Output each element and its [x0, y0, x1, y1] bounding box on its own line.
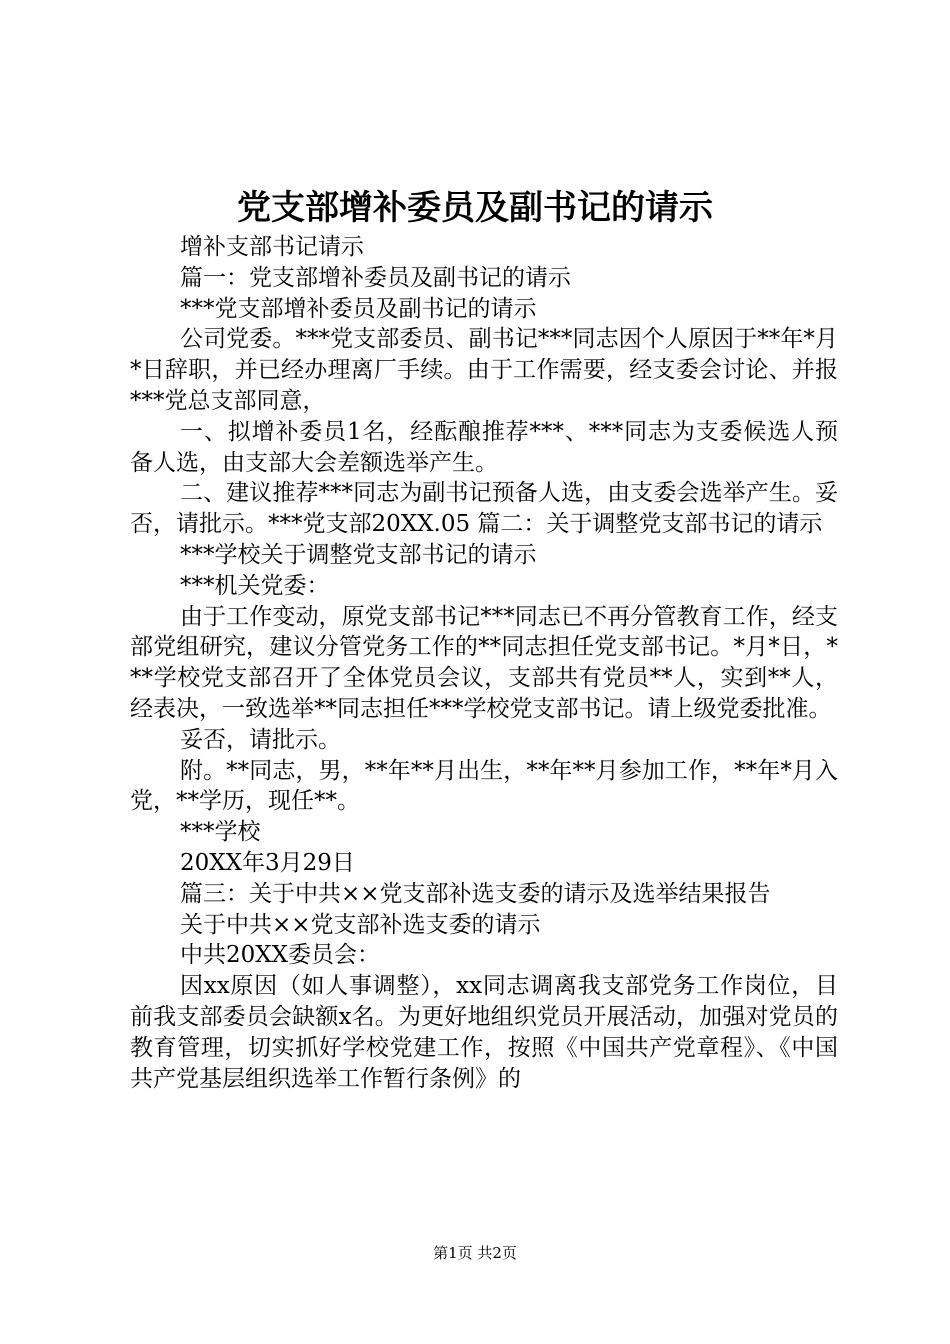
paragraph: ***党支部增补委员及副书记的请示: [180, 295, 537, 322]
paragraph: 篇三：关于中共××党支部补选支委的请示及选举结果报告: [180, 880, 771, 907]
paragraph: 关于中共××党支部补选支委的请示: [180, 911, 541, 938]
paragraph: 公司党委。***党支部委员、副书记***同志因个人原因于**年*月*日辞职，并已经办理离厂手续。由于工作需要，经支委会讨论、并报***党总支部同意，: [130, 326, 838, 414]
paragraph: 篇一：党支部增补委员及副书记的请示: [180, 264, 571, 291]
paragraph: 因xx原因（如人事调整），xx同志调离我支部党务工作岗位，目前我支部委员会缺额x名。为更好地组织党员开展活动，加强对党员的教育管理，切实抓好学校党建工作，按照《中国共产党章程》、《中国共产党基层组织选举工作暂行条例》的: [130, 973, 838, 1092]
paragraph: ***机关党委：: [180, 572, 330, 599]
document-body: [130, 232, 838, 1094]
paragraph: 二、建议推荐***同志为副书记预备人选，由支委会选举产生。妥否，请批示。***党支部20XX.05 篇二：关于调整党支部书记的请示: [130, 480, 838, 538]
document-title: 党支部增补委员及副书记的请示: [237, 188, 713, 228]
paragraph: ***学校关于调整党支部书记的请示: [180, 541, 537, 568]
paragraph: 妥否，请批示。: [180, 726, 341, 753]
page-number-footer: 第1页 共2页: [433, 1244, 517, 1262]
paragraph: 增补支部书记请示: [180, 234, 364, 260]
paragraph: 20XX年3月29日: [180, 849, 355, 876]
paragraph: ***学校: [180, 819, 261, 846]
paragraph: 中共20XX委员会：: [180, 942, 381, 969]
paragraph: 附。**同志，男，**年**月出生，**年**月参加工作，**年*月入党，**学历，现任**。: [130, 757, 838, 815]
paragraph: 一、拟增补委员1名，经酝酿推荐***、***同志为支委候选人预备人选，由支部大会差额选举产生。: [130, 418, 838, 476]
paragraph: 由于工作变动，原党支部书记***同志已不再分管教育工作，经支部党组研究，建议分管党务工作的**同志担任党支部书记。*月*日，***学校党支部召开了全体党员会议，支部共有党员**人，实到**人，经表决，一致选举**同志担任***学校党支部书记。请上级党委批准。: [130, 603, 839, 722]
